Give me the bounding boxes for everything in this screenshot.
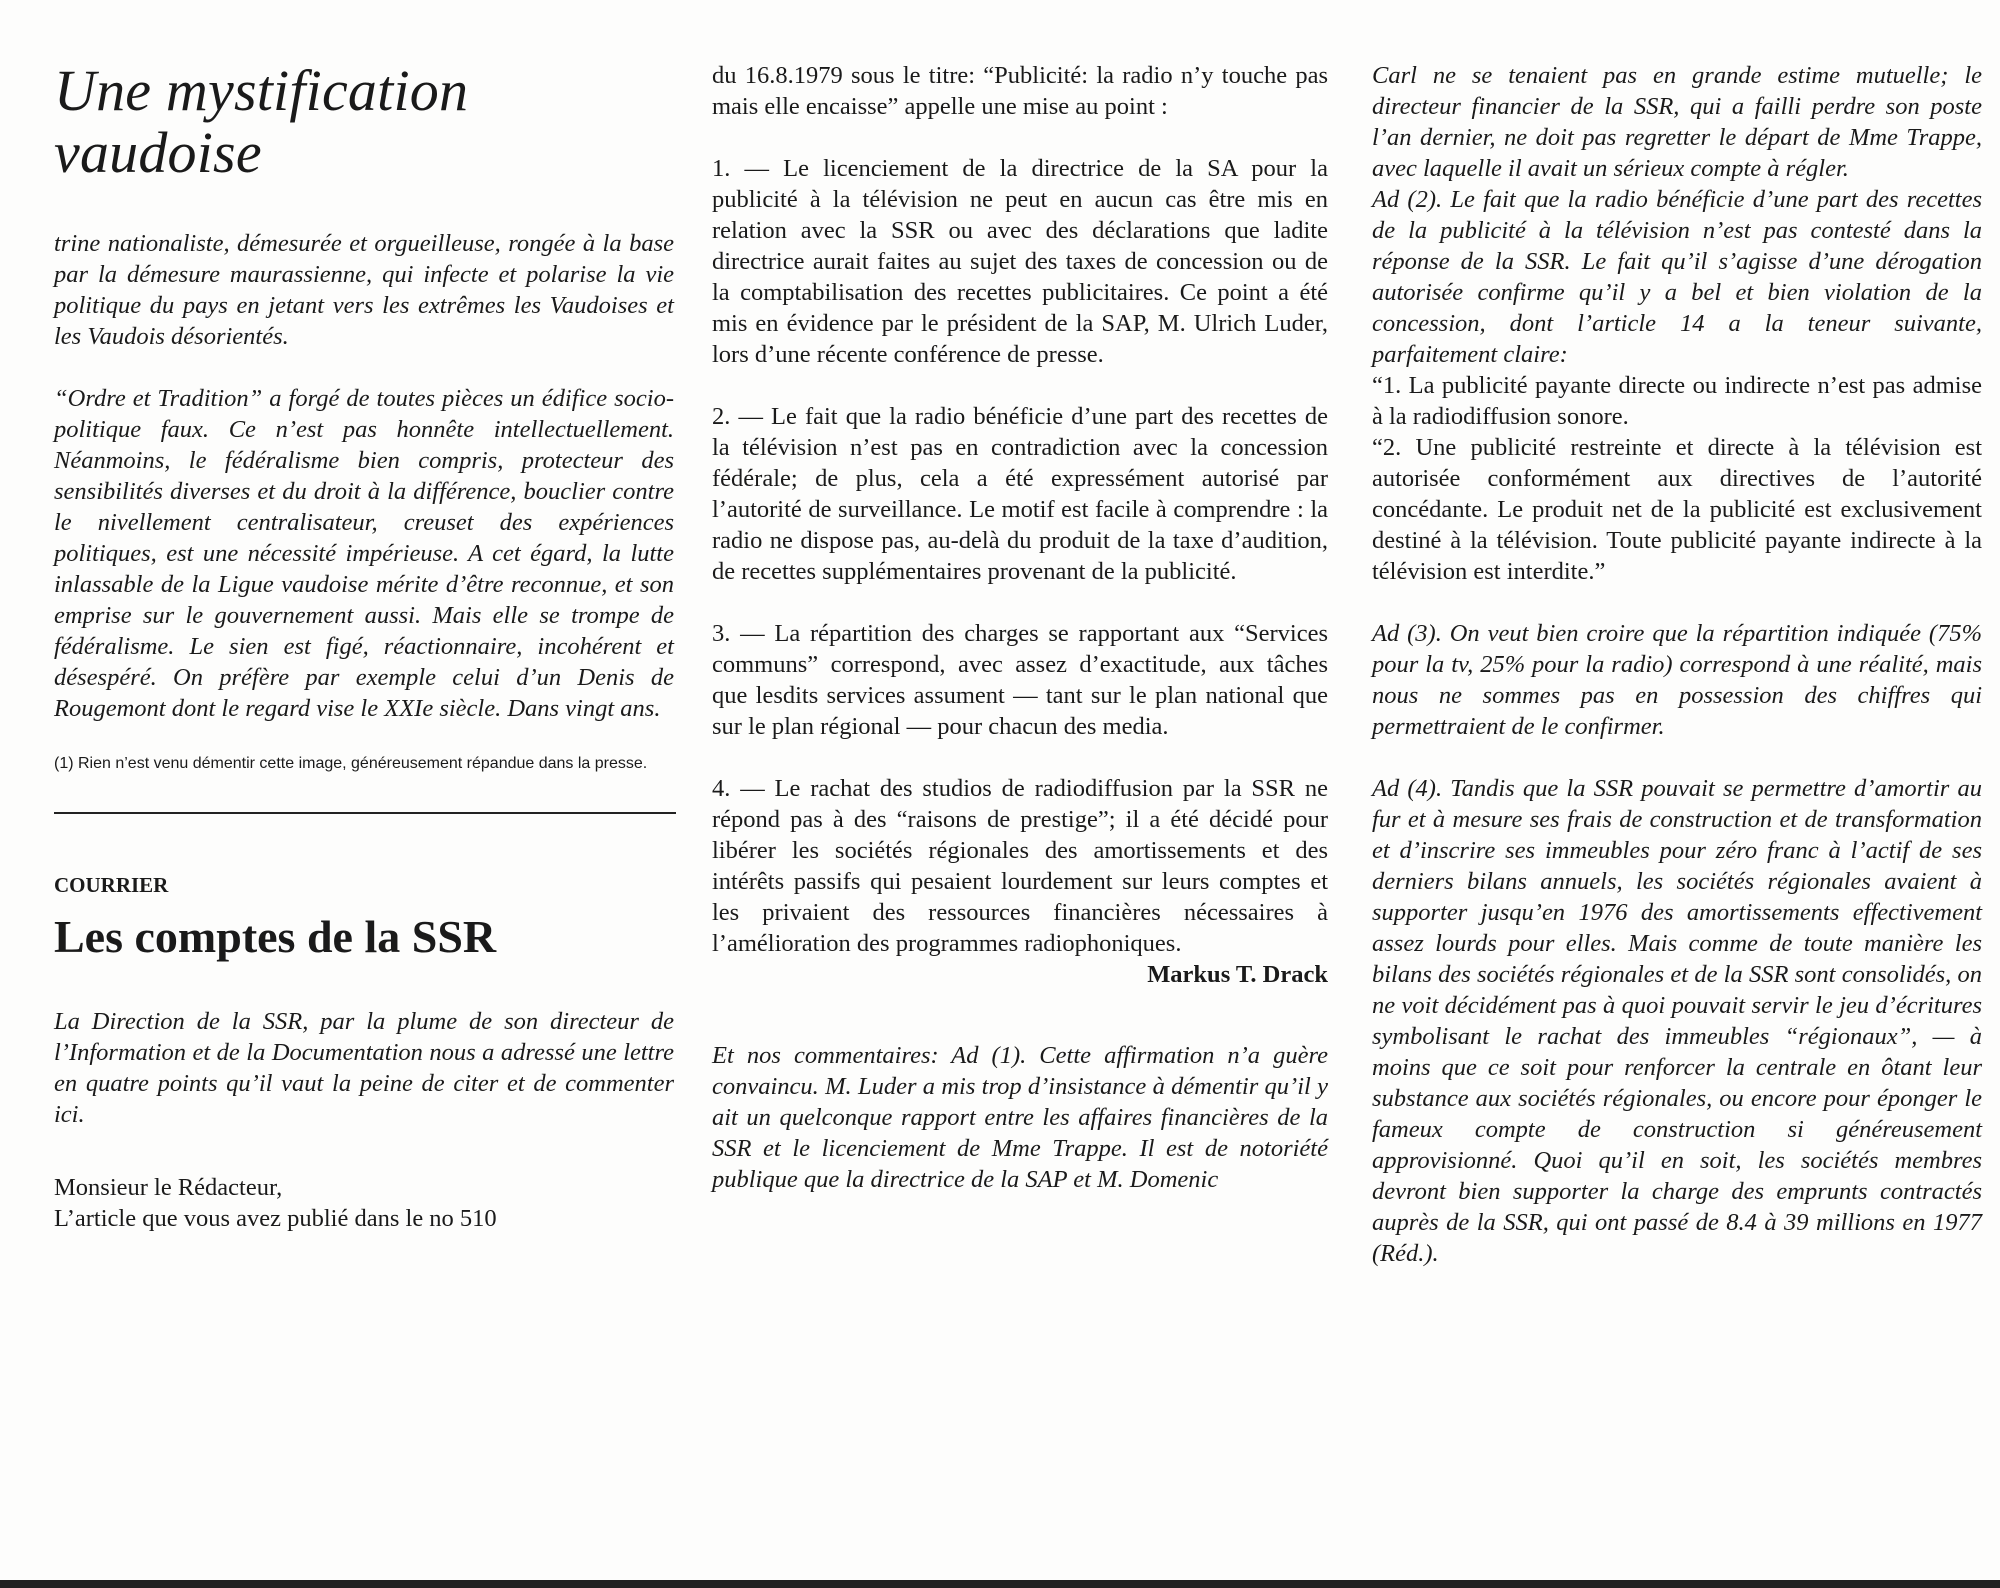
- comments-continued: Carl ne se tenaient pas en grande estime mutuelle; le directeur financier de la SSR, qui a failli perdre son poste l’an dernier, ne doit pas regretter le départ de Mme Trappe, avec laquelle il avait un sérieux compte à régler.: [1372, 62, 1982, 182]
- letter-point-1: 1. — Le licenciement de la directrice de la SA pour la publicité à la télévision ne peut en aucun cas être mis en relation avec la SSR ou avec des déclarations que ladite directrice aurait faites au sujet des taxes de concession ou de la comptabilisation des recettes publicitaires. Ce point a été mis en évidence par le président de la SAP, M. Ulrich Luder, lors d’une récente conférence de presse.: [712, 155, 1328, 368]
- article-paragraph: “Ordre et Tradition” a forgé de toutes pièces un édifice socio-politique faux. Ce n’est pas honnête intellectuellement. Néanmoins, le fédéralisme bien compris, protecteur des sensibilités diverses et du droit à la différence, bouclier contre le nivellement centralisateur, creuset des expériences politiques, est une nécessité impérieuse. A cet égard, la lutte inlassable de la Ligue vaudoise mérite d’être reconnue, et son emprise sur le gouvernement aussi. Mais elle se trompe de fédéralisme. Le sien est figé, réactionnaire, incohérent et désespéré. On préfère par exemple celui d’un Denis de Rougemont dont le regard vise le XXIe siècle. Dans vingt ans.: [54, 385, 674, 722]
- footnote: (1) Rien n’est venu démentir cette image, généreusement répandue dans la presse.: [54, 755, 648, 772]
- letter-body-continued: du 16.8.1979 sous le titre: “Publicité: la radio n’y touche pas mais elle encaisse” appelle une mise au point :: [712, 62, 1328, 120]
- letter-headline: Les comptes de la SSR: [54, 911, 497, 962]
- bottom-edge: [0, 1580, 2000, 1588]
- article-intro: trine nationaliste, démesurée et orgueilleuse, rongée à la base par la démesure maurassienne, qui infecte et polarise la vie politique du pays en jetant vers les extrêmes les Vaudoises et les Vaudois désorientés.: [54, 230, 674, 350]
- column-right: [1372, 60, 1982, 1269]
- comment-ad-4: Ad (4). Tandis que la SSR pouvait se permettre d’amortir au fur et à mesure ses frais de construction et de transformation et d’inscrire ses immeubles pour zéro franc à l’actif de ses derniers bilans annuels, les sociétés régionales avaient à supporter jusqu’en 1976 des amortissements effectivement assez lourds pour elles. Mais comme de toute manière les bilans des sociétés régionales et de la SSR sont consolidés, on ne voit décidément pas à quoi pouvait servir le jeu d’écritures symbolisant le rachat des immeubles “régionaux”, — à moins que ce soit pour renforcer la centrale en ôtant leur substance aux sociétés régionales, ou encore pour éponger le fameux compte de construction si généreusement approvisionné. Quoi qu’il en soit, les sociétés membres devront bien supporter la charge des emprunts contractés auprès de la SSR, qui ont passé de 8.4 à 39 millions en 1977 (Réd.).: [1372, 775, 1982, 1267]
- letter-signature: Markus T. Drack: [1147, 961, 1328, 988]
- section-label: COURRIER: [54, 873, 169, 897]
- concession-quote-2: “2. Une publicité restreinte et directe à la télévision est autorisée conformément aux directives de l’autorité concédante. Le produit net de la publicité est exclusivement destiné à la télévision. Toute publicité payante indirecte à la télévision est interdite.”: [1372, 434, 1982, 585]
- letter-salutation: Monsieur le Rédacteur,: [54, 1174, 283, 1201]
- column-middle: [712, 60, 1328, 1195]
- letter-point-2: 2. — Le fait que la radio bénéficie d’une part des recettes de la télévision n’est pas en contradiction avec la concession fédérale; de plus, cela a été expressément autorisé par l’autorité de surveillance. Le motif est facile à comprendre : la radio ne dispose pas, au-delà du produit de la taxe d’audition, de recettes supplémentaires provenant de la publicité.: [712, 403, 1328, 585]
- editorial-comments: Et nos commentaires: Ad (1). Cette affirmation n’a guère convaincu. M. Luder a mis trop d’insistance à démentir qu’il y ait un quelconque rapport entre les affaires financières de la SSR et le licenciement de Mme Trappe. Il est de notoriété publique que la directrice de la SAP et M. Domenic: [712, 1042, 1328, 1193]
- column-left: [54, 60, 674, 1234]
- comment-ad-3: Ad (3). On veut bien croire que la répartition indiquée (75% pour la tv, 25% pour la radio) correspond à une réalité, mais nous ne sommes pas en possession des chiffres qui permettraient de le confirmer.: [1372, 620, 1982, 740]
- letter-body-start: L’article que vous avez publié dans le no 510: [54, 1205, 497, 1232]
- concession-quote-1: “1. La publicité payante directe ou indirecte n’est pas admise à la radiodiffusion sonore.: [1372, 372, 1982, 430]
- letter-point-3: 3. — La répartition des charges se rapportant aux “Services communs” correspond, avec assez d’exactitude, aux tâches que lesdits services assument — tant sur le plan national que sur le plan régional — pour chacun des media.: [712, 620, 1328, 740]
- comment-ad-2: Ad (2). Le fait que la radio bénéficie d’une part des recettes de la publicité à la télévision n’est pas contesté dans la réponse de la SSR. Le fait qu’il s’agisse d’une dérogation autorisée confirme qu’il y a bel et bien violation de la concession, dont l’article 14 a la teneur suivante, parfaitement claire:: [1372, 186, 1982, 368]
- letter-lead: La Direction de la SSR, par la plume de son directeur de l’Information et de la Documentation nous a adressé une lettre en quatre points qu’il vaut la peine de citer et de commenter ici.: [54, 1008, 674, 1128]
- article-title: Une mystification vaudoise: [54, 58, 469, 185]
- letter-point-4: 4. — Le rachat des studios de radiodiffusion par la SSR ne répond pas à des “raisons de prestige”; il a été décidé pour libérer les sociétés régionales des amortissements et des intérêts passifs qui pesaient lourdement sur leurs comptes et les privaient des ressources financières nécessaires à l’amélioration des programmes radiophoniques.: [712, 775, 1328, 957]
